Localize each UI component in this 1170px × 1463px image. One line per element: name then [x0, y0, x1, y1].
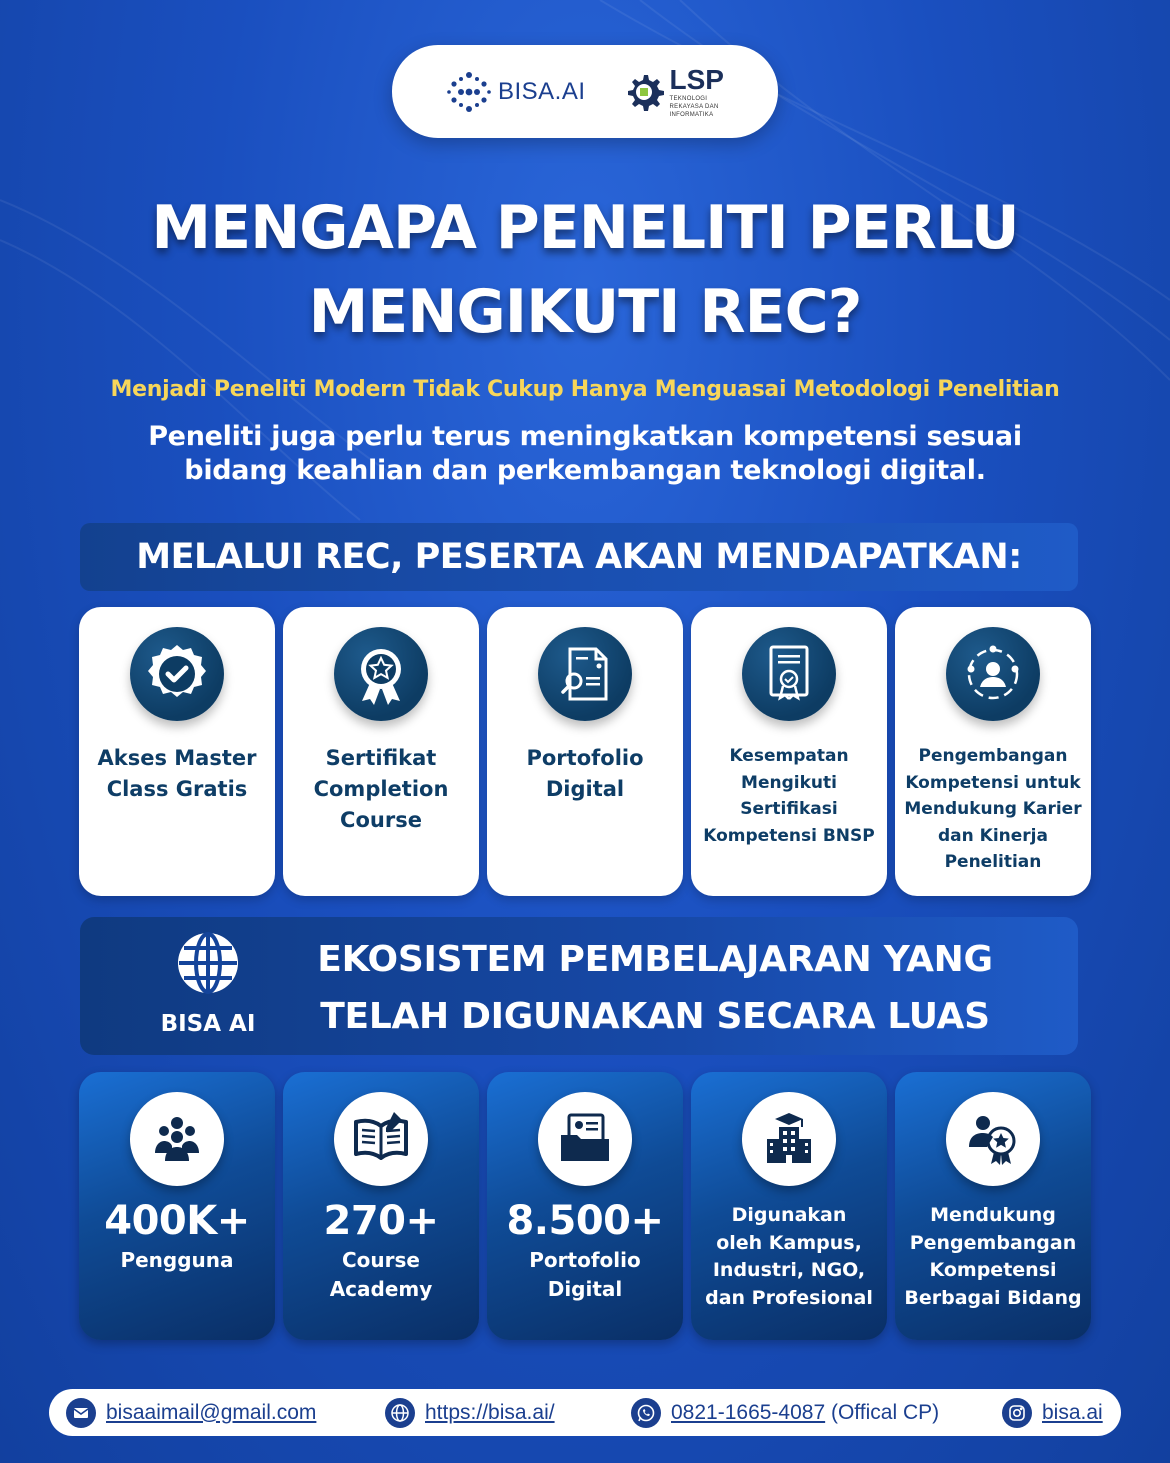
open-book-icon	[334, 1092, 428, 1186]
lsp-sub-1: TEKNOLOGI	[669, 95, 708, 102]
title-line-1: MENGAPA PENELITI PERLU	[151, 193, 1019, 263]
benefit-line: Pengembangan	[918, 746, 1068, 766]
subtitle: Menjadi Peneliti Modern Tidak Cukup Hanya Menguasai Metodologi Penelitian	[110, 377, 1060, 402]
title-line-2: MENGIKUTI REC?	[308, 277, 862, 347]
benefit-card	[487, 607, 683, 896]
phone-note: (Offical CP)	[830, 1400, 940, 1424]
phone-contact[interactable]	[631, 1389, 939, 1436]
lead-line-1: Peneliti juga perlu terus meningkatkan kompetensi sesuai	[148, 421, 1022, 452]
website-link[interactable]: https://bisa.ai/	[425, 1400, 555, 1424]
benefit-line: Course	[340, 808, 422, 832]
benefit-line: Sertifikasi	[740, 799, 838, 819]
stat-card	[283, 1072, 479, 1340]
stat-line: Portofolio	[529, 1248, 641, 1272]
mail-icon	[66, 1398, 96, 1428]
benefit-line: Kesempatan	[729, 746, 849, 766]
benefit-line: Mendukung Karier	[904, 799, 1082, 819]
people-network-icon	[946, 627, 1040, 721]
page-title	[0, 186, 1170, 354]
stat-line: Berbagai Bidang	[904, 1286, 1082, 1309]
stats-cards	[79, 1072, 1091, 1340]
stat-label	[330, 1246, 433, 1304]
stat-card	[895, 1072, 1091, 1340]
stat-card	[691, 1072, 887, 1340]
stat-line: Digunakan	[731, 1204, 847, 1226]
benefit-label	[898, 743, 1087, 876]
benefit-label	[697, 743, 880, 849]
email-link[interactable]: bisaaimail@gmail.com	[106, 1400, 317, 1424]
stat-label	[120, 1246, 233, 1275]
stat-line: Pengembangan	[909, 1231, 1077, 1254]
benefit-line: Kompetensi BNSP	[703, 825, 875, 846]
lsp-sub-3: INFORMATIKA	[669, 111, 714, 118]
lead-line-2: bidang keahlian dan perkembangan teknologi digital.	[184, 455, 986, 486]
stat-line: Academy	[329, 1277, 433, 1301]
benefit-card	[895, 607, 1091, 896]
instagram-link[interactable]: bisa.ai	[1042, 1400, 1103, 1424]
bisa-ai-logo-text: BISA.AI	[497, 77, 586, 105]
email-contact[interactable]	[66, 1389, 316, 1436]
benefit-line: Kompetensi untuk	[905, 772, 1081, 793]
instagram-contact[interactable]	[1002, 1389, 1103, 1436]
stat-value: 8.500+	[506, 1198, 664, 1244]
benefit-card	[691, 607, 887, 896]
whatsapp-icon	[631, 1398, 661, 1428]
instagram-icon	[1002, 1398, 1032, 1428]
contact-bar	[49, 1389, 1121, 1436]
stat-line: Kompetensi	[929, 1259, 1057, 1281]
benefit-line: Sertifikat	[325, 746, 437, 770]
stat-line: Course	[342, 1248, 420, 1272]
benefit-label	[92, 743, 263, 805]
benefit-line: Mengikuti	[741, 772, 837, 793]
benefit-line: Penelitian	[944, 852, 1042, 872]
award-ribbon-icon	[334, 627, 428, 721]
stat-value: 400K+	[104, 1198, 250, 1244]
benefit-line: Akses Master	[97, 746, 257, 770]
stat-value: 270+	[323, 1198, 439, 1244]
benefit-card	[283, 607, 479, 896]
benefit-label	[308, 743, 455, 836]
stat-line: Digital	[547, 1277, 623, 1301]
ecosystem-brand: BISA AI	[160, 1011, 256, 1037]
stat-line: dan Profesional	[705, 1286, 873, 1309]
ecosystem-line-2: TELAH DIGUNAKAN SECARA LUAS	[320, 996, 990, 1037]
stat-line: oleh Kampus,	[716, 1231, 862, 1254]
document-search-icon	[538, 627, 632, 721]
stat-label	[699, 1202, 879, 1312]
stat-line: Pengguna	[120, 1248, 234, 1272]
campus-building-icon	[742, 1092, 836, 1186]
ecosystem-line-1: EKOSISTEM PEMBELAJARAN YANG	[317, 939, 993, 980]
benefit-line: Digital	[545, 777, 625, 801]
users-group-icon	[130, 1092, 224, 1186]
bisa-ai-logo	[446, 69, 586, 115]
website-contact[interactable]	[385, 1389, 555, 1436]
bisa-ai-mark-icon	[446, 69, 492, 115]
stat-card	[79, 1072, 275, 1340]
benefit-card	[79, 607, 275, 896]
lsp-logo-text: LSP	[669, 63, 724, 95]
benefit-line: dan Kinerja	[938, 825, 1048, 846]
person-medal-icon	[946, 1092, 1040, 1186]
ecosystem-banner	[80, 917, 1078, 1055]
globe-icon	[175, 930, 241, 996]
logo-bar	[392, 45, 778, 138]
stat-card	[487, 1072, 683, 1340]
lead-text	[0, 420, 1170, 488]
ecosystem-title	[310, 931, 1000, 1045]
stat-label	[529, 1246, 640, 1304]
badge-check-icon	[130, 627, 224, 721]
benefits-heading: MELALUI REC, PESERTA AKAN MENDAPATKAN:	[80, 523, 1078, 591]
globe-icon	[385, 1398, 415, 1428]
certificate-icon	[742, 627, 836, 721]
benefit-line: Class Gratis	[106, 777, 248, 801]
lsp-logo	[624, 63, 724, 118]
folder-profile-icon	[538, 1092, 632, 1186]
benefit-line: Portofolio	[526, 746, 644, 770]
benefit-line: Completion	[313, 777, 449, 801]
stat-line: Industri, NGO,	[712, 1259, 866, 1281]
stat-label	[898, 1202, 1087, 1312]
stat-line: Mendukung	[930, 1204, 1056, 1226]
benefit-label	[520, 743, 649, 805]
lsp-sub-2: REKAYASA DAN	[669, 103, 719, 110]
gear-chip-icon	[624, 72, 664, 112]
phone-link[interactable]: 0821-1665-4087	[671, 1400, 826, 1424]
benefit-cards	[79, 607, 1091, 896]
